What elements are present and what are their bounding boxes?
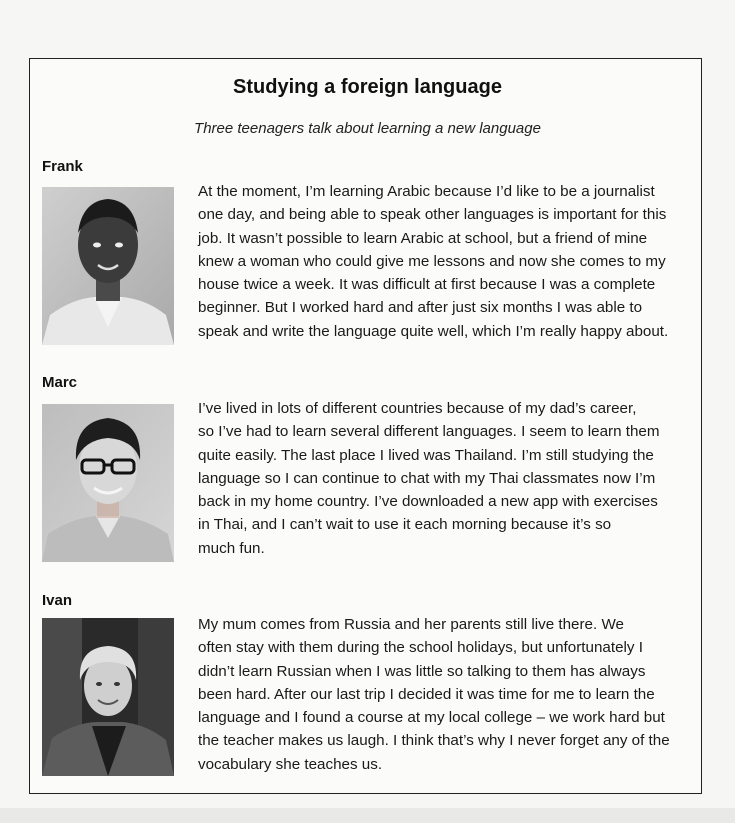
ivan-paragraph: My mum comes from Russia and her parents still live there. We often stay with them during the school holidays, but unfortunately I didn’t learn Russian when I was little so talking to them has always been hard. After our last trip I decided it was time for me to learn the language and I found a course at my local college – we work hard but the teacher makes us laugh. I think that’s why I never forget any of the vocabulary she teaches us.: [198, 616, 670, 773]
scan-edge: [0, 808, 735, 823]
ivan-photo: [42, 618, 174, 776]
marc-paragraph: I’ve lived in lots of different countries because of my dad’s career, so I’ve had to learn several different languages. I seem to learn them quite easily. The last place I lived was Thailand. I’m still studying the language so I can continue to chat with my Thai classmates now I’m back in my home country. I’ve downloaded a new app with exercises in Thai, and I can’t wait to use it each morning because it’s so much fun.: [198, 400, 660, 557]
person-name-ivan: Ivan: [42, 592, 73, 609]
article-subtitle: Three teenagers talk about learning a new language: [194, 120, 541, 137]
frank-photo: [42, 187, 174, 345]
article-title: Studying a foreign language: [233, 76, 502, 98]
frank-paragraph: At the moment, I’m learning Arabic because I’d like to be a journalist one day, and being able to speak other languages is important for this job. It wasn’t possible to learn Arabic at school, but a friend of mine knew a woman who could give me lessons and now she comes to my house twice a week. It was difficult at first because I was a complete beginner. But I worked hard and after just six months I was able to speak and write the language quite well, which I’m really happy about.: [198, 183, 669, 340]
marc-photo: [42, 404, 174, 562]
person-name-marc: Marc: [42, 374, 78, 391]
person-name-frank: Frank: [42, 158, 83, 175]
